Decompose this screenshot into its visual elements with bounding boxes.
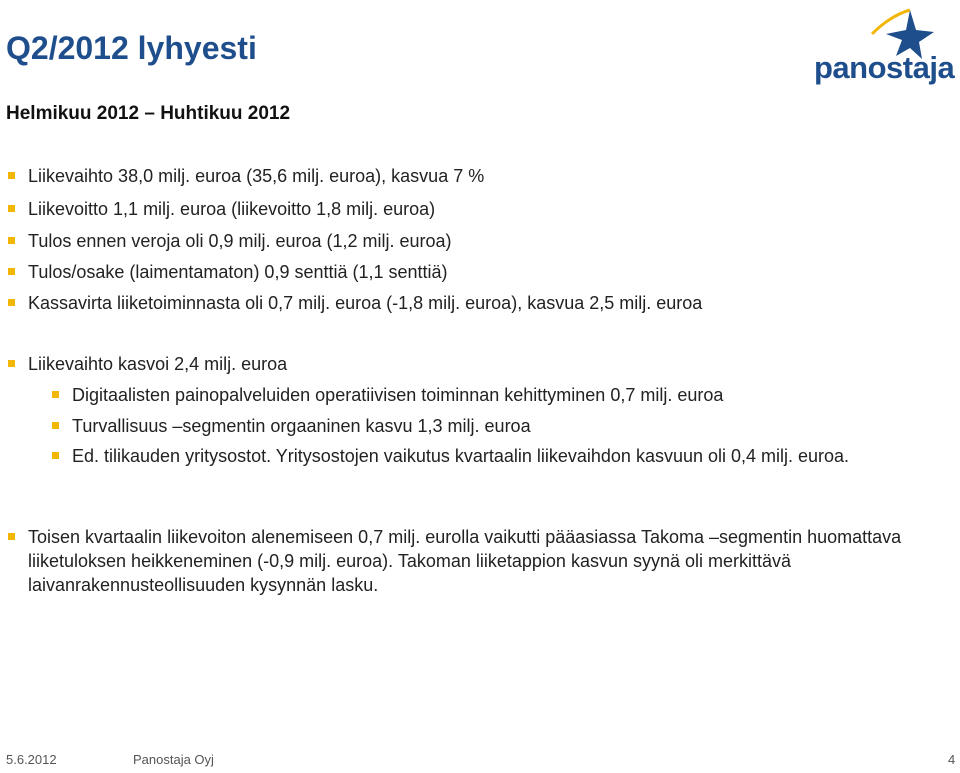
logo-wordmark: panostaja bbox=[814, 50, 955, 85]
period-subtitle: Helmikuu 2012 – Huhtikuu 2012 bbox=[6, 103, 291, 124]
sub-bullet-marker bbox=[52, 452, 59, 459]
bullet-marker bbox=[8, 237, 15, 244]
bullet-marker bbox=[8, 205, 15, 212]
bullet-marker bbox=[8, 533, 15, 540]
bullet-text: Liikevoitto 1,1 milj. euroa (liikevoitto 1,8 milj. euroa) bbox=[28, 199, 436, 219]
bullet-item bbox=[28, 291, 928, 315]
sub-bullet-item bbox=[72, 383, 942, 407]
bullet-marker bbox=[8, 172, 15, 179]
bullet-item bbox=[28, 352, 928, 376]
footer-date: 5.6.2012 bbox=[6, 752, 57, 767]
sub-bullet-text: Ed. tilikauden yritysostot. Yritysostojen vaikutus kvartaalin liikevaihdon kasvuun oli 0,4 milj. euroa. bbox=[72, 446, 850, 466]
sub-bullet-text: Digitaalisten painopalveluiden operatiivisen toiminnan kehittyminen 0,7 milj. euroa bbox=[72, 385, 724, 405]
bullet-item bbox=[28, 164, 928, 188]
footer-company: Panostaja Oyj bbox=[133, 752, 214, 767]
bullet-item bbox=[28, 525, 950, 597]
sub-bullet-item bbox=[72, 414, 942, 438]
panostaja-logo bbox=[814, 4, 960, 92]
bullet-text: Tulos/osake (laimentamaton) 0,9 senttiä (1,1 senttiä) bbox=[28, 262, 448, 282]
bullet-item bbox=[28, 260, 928, 284]
sub-bullet-marker bbox=[52, 422, 59, 429]
bullet-text: Toisen kvartaalin liikevoiton alenemiseen 0,7 milj. eurolla vaikutti pääasiassa Takoma –segmentin huomattava liiketuloksen heikkeneminen (-0,9 milj. euroa). Takoman liiketappion kasvun syynä oli merkittävä laivanrakennusteollisuuden kysynnän lasku. bbox=[28, 527, 902, 595]
bullet-text: Kassavirta liiketoiminnasta oli 0,7 milj. euroa (-1,8 milj. euroa), kasvua 2,5 milj. euroa bbox=[28, 293, 703, 313]
bullet-text: Liikevaihto 38,0 milj. euroa (35,6 milj. euroa), kasvua 7 % bbox=[28, 166, 485, 186]
bullet-marker bbox=[8, 268, 15, 275]
bullet-marker bbox=[8, 360, 15, 367]
bullet-item bbox=[28, 197, 928, 221]
bullet-item bbox=[28, 229, 928, 253]
bullet-text: Tulos ennen veroja oli 0,9 milj. euroa (1,2 milj. euroa) bbox=[28, 231, 452, 251]
sub-bullet-text: Turvallisuus –segmentin orgaaninen kasvu 1,3 milj. euroa bbox=[72, 416, 531, 436]
page-title: Q2/2012 lyhyesti bbox=[6, 30, 257, 66]
bullet-text: Liikevaihto kasvoi 2,4 milj. euroa bbox=[28, 354, 288, 374]
sub-bullet-item bbox=[72, 444, 938, 468]
footer-page-number: 4 bbox=[948, 752, 956, 767]
sub-bullet-marker bbox=[52, 391, 59, 398]
bullet-marker bbox=[8, 299, 15, 306]
